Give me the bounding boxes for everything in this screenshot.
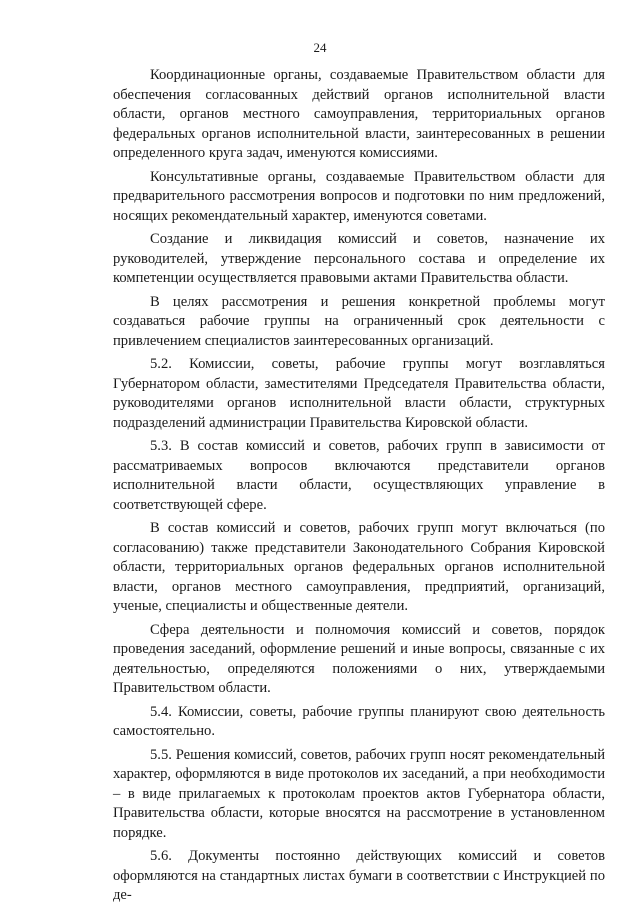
paragraph-scope-of-activity: Сфера деятельности и полномочия комиссий и советов, порядок проведения заседаний, оформление решений и иные вопросы, связанные с их деятельностью, определяются положениями о них, утверждаемыми Правительством области. xyxy=(113,621,605,696)
paragraph-consultative-bodies: Консультативные органы, создаваемые Правительством области для предварительного рассмотрения вопросов и подготовки по ним предложений, носящих рекомендательный характер, именуются советами. xyxy=(113,168,605,224)
paragraph-membership: В состав комиссий и советов, рабочих групп могут включаться (по согласованию) также представители Законодательного Собрания Кировской области, территориальных органов федеральных органов исполнительной власти, органов местного самоуправления, предприятий, организаций, ученые, специалисты и общественные деятели. xyxy=(113,520,605,614)
page-number: 24 xyxy=(313,40,327,55)
paragraph-working-groups: В целях рассмотрения и решения конкретной проблемы могут создаваться рабочие группы на ограниченный срок деятельности с привлечением специалистов заинтересованных организаций. xyxy=(113,293,605,349)
paragraph-coordination-bodies: Координационные органы, создаваемые Правительством области для обеспечения согласованных действий органов исполнительной власти области, органов местного самоуправления, территориальных органов федеральных органов исполнительной власти, заинтересованных в решении определенного круга задач, именуются комиссиями. xyxy=(113,67,605,161)
paragraph-5-6: 5.6. Документы постоянно действующих комиссий и советов оформляются на стандартных листах бумаги в соответствии с Инструкцией по де- xyxy=(113,848,605,903)
paragraph-5-2: 5.2. Комиссии, советы, рабочие группы могут возглавляться Губернатором области, заместителями Председателя Правительства области, руководителями органов исполнительной власти области, структурных подразделений администрации Правительства Кировской области. xyxy=(113,356,605,431)
paragraph-5-5: 5.5. Решения комиссий, советов, рабочих групп носят рекомендательный характер, оформляются в виде протоколов их заседаний, а при необходимости – в виде прилагаемых к протоколам проектов актов Губернатора области, Правительства области, которые вносятся на рассмотрение в установленном порядке. xyxy=(113,746,605,841)
document-body xyxy=(113,66,605,910)
paragraph-creation-liquidation: Создание и ликвидация комиссий и советов, назначение их руководителей, утверждение персонального состава и определение их компетенции осуществляется правовыми актами Правительства области. xyxy=(113,231,605,286)
paragraph-5-4: 5.4. Комиссии, советы, рабочие группы планируют свою деятельность самостоятельно. xyxy=(113,703,605,739)
paragraph-5-3: 5.3. В состав комиссий и советов, рабочих групп в зависимости от рассматриваемых вопросов включаются представители органов исполнительной власти области, осуществляющих управление в соответствующей сфере. xyxy=(113,438,605,513)
